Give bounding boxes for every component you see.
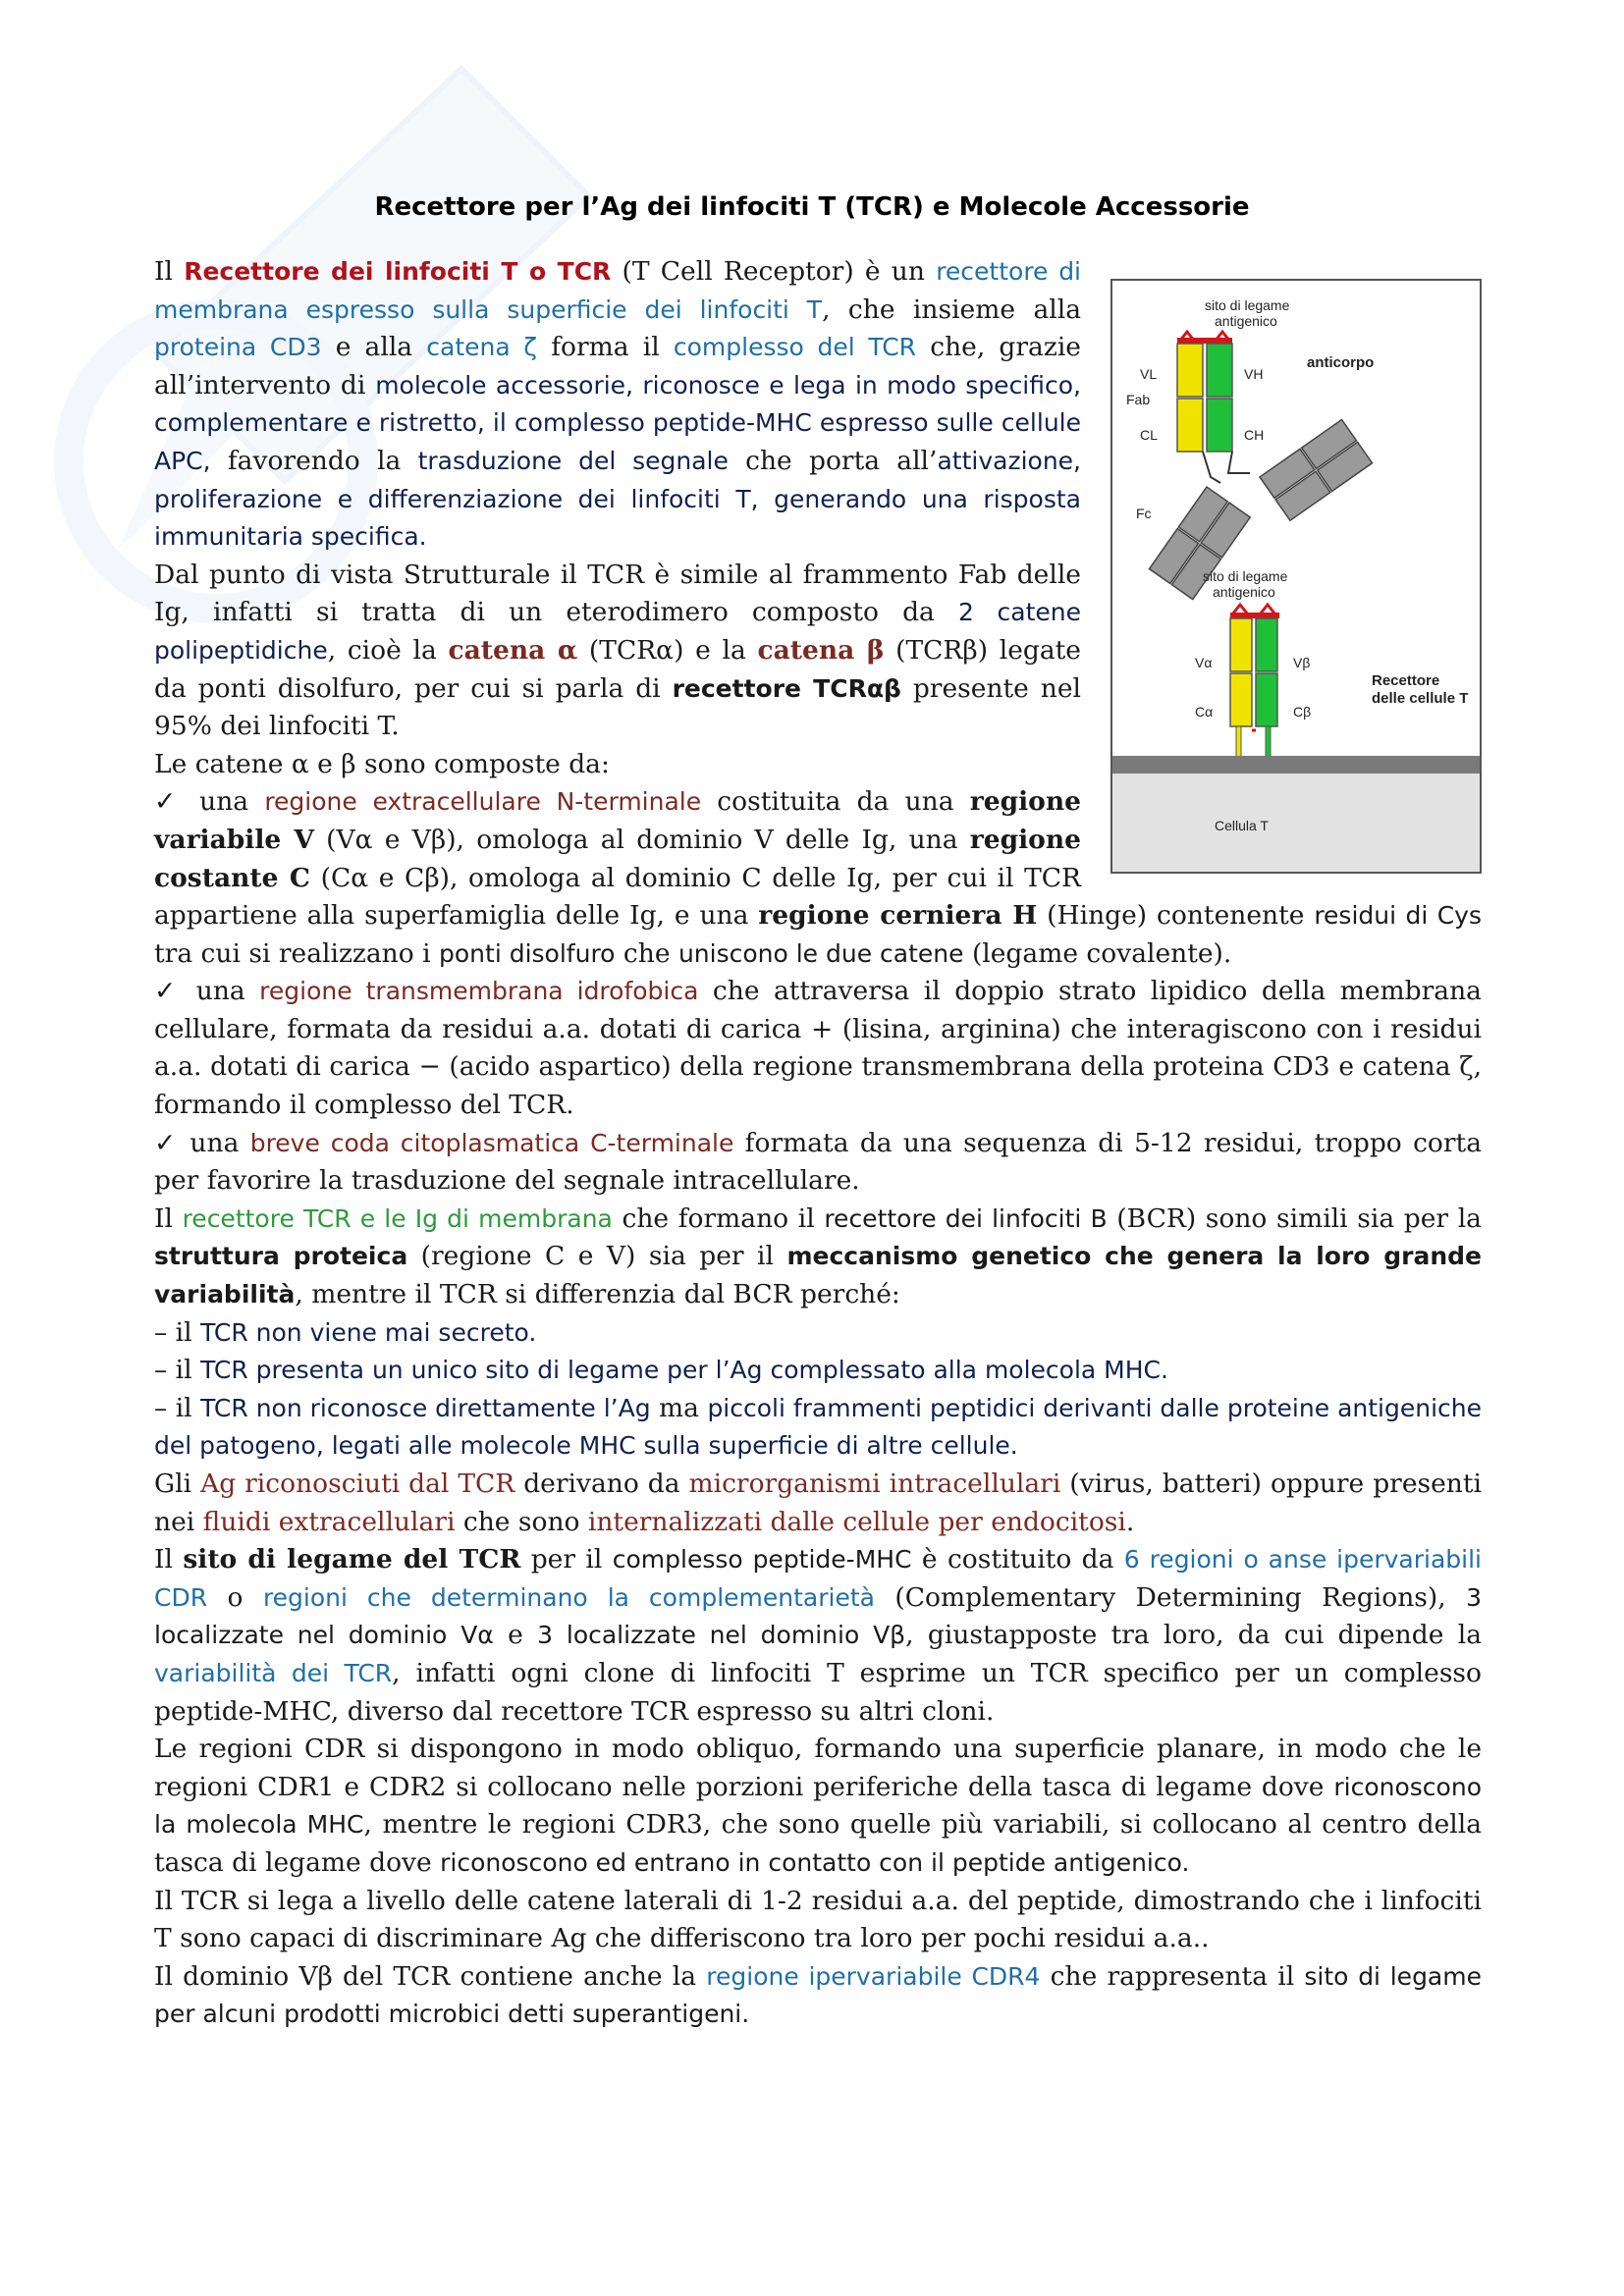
label-vl: VL [1140, 366, 1158, 382]
label-ca: Cα [1195, 704, 1214, 720]
antibody-cl-domain [1177, 399, 1203, 452]
label-sito-tcr-1: sito di legame [1203, 568, 1288, 584]
label-sito-antibody-2: antigenico [1215, 313, 1277, 329]
paragraph-chains: Le catene α e β sono composte da: [154, 748, 610, 779]
antibody-vl-domain [1177, 344, 1203, 397]
cell-membrane [1112, 756, 1480, 774]
label-fc: Fc [1136, 506, 1152, 521]
antibody-ch-domain [1207, 399, 1232, 452]
antibody-fab-arm-2 [1260, 419, 1373, 520]
antibody-vh-domain [1207, 344, 1232, 397]
document-body [154, 253, 1482, 2034]
paragraph-bcr-comparison: Il recettore TCR e le Ig di membrana che formano il recettore dei linfociti B (BCR) sono simili sia per la struttura proteica (regione C e V) sia per il meccanismo genetico che genera la loro grande variabilità, mentre il TCR si differenzia dal BCR perché: [154, 1202, 1482, 1310]
label-vb: Vβ [1293, 655, 1311, 670]
label-sito-antibody-1: sito di legame [1205, 297, 1290, 313]
paragraph-antigens: Gli Ag riconosciuti dal TCR derivano da microrganismi intracellulari (virus, batteri) oppure presenti nei fluidi extracellulari che sono internalizzati dalle cellule per endocitosi. [154, 1468, 1482, 1537]
tcr-vb-domain [1256, 618, 1277, 671]
label-cb: Cβ [1293, 704, 1312, 720]
antibody-red-top [1177, 338, 1232, 344]
tcr-ca-domain [1230, 673, 1252, 726]
bullet-extracellular: ✓ una regione extracellulare N-terminale costituita da una regione variabile V (Vα e Vβ), omologa al dominio V delle Ig, una regione costante C (Cα e Cβ), omologa al dominio C delle Ig, per cui il TCR appartiene alla superfamiglia delle Ig, e una regione cerniera H (Hinge) contenente residui di Cys tra cui si realizzano i ponti disolfuro che uniscono le due catene (legame covalente). [154, 786, 1483, 969]
tcr-red-top [1230, 613, 1279, 618]
dash-item-1: – il TCR non viene mai secreto. [154, 1316, 537, 1348]
antibody-hinge [1203, 452, 1250, 483]
label-anticorpo: anticorpo [1307, 354, 1375, 371]
t-cell-body [1112, 774, 1480, 872]
label-cellula: Cellula T [1215, 818, 1269, 833]
paragraph-intro: Il Recettore dei linfociti T o TCR (T Cell Receptor) è un recettore di membrana espresso sulla superficie dei linfociti T, che insieme alla proteina CD3 e alla catena ζ forma il complesso del TCR che, grazie all’intervento di molecole accessorie, riconosce e lega in modo specifico, complementare e ristretto, il complesso peptide-MHC espresso sulle cellule APC, favorendo la trasduzione del segnale che porta all’attivazione, proliferazione e differenziazione dei linfociti T, generando una risposta immunitaria specifica. [154, 256, 1082, 552]
label-sito-tcr-2: antigenico [1213, 584, 1275, 600]
tcr-cb-domain [1256, 673, 1277, 726]
paragraph-side-chains: Il TCR si lega a livello delle catene laterali di 1-2 residui a.a. del peptide, dimostrando che i linfociti T sono capaci di discriminare Ag che differiscono tra loro per pochi residui a.a.. [154, 1885, 1482, 1954]
bullet-cytoplasmic: ✓ una breve coda citoplasmatica C-terminale formata da una sequenza di 5-12 residui, troppo corta per favorire la trasduzione del segnale intracellulare. [154, 1127, 1482, 1197]
label-vh: VH [1244, 366, 1264, 382]
paragraph-structure: Dal punto di vista Strutturale il TCR è simile al frammento Fab delle Ig, infatti si tratta di un eterodimero composto da 2 catene polipeptidiche, cioè la catena α (TCRα) e la catena β (TCRβ) legate da ponti disolfuro, per cui si parla di recettore TCRαβ presente nel 95% dei linfociti T. [154, 559, 1081, 742]
paragraph-binding-site: Il sito di legame del TCR per il complesso peptide-MHC è costituito da 6 regioni o anse ipervariabili CDR o regioni che determinano la complementarietà (Complementary Determining Regions), 3 localizzate nel dominio Vα e 3 localizzate nel dominio Vβ, giustapposte tra loro, da cui dipende la variabilità dei TCR, infatti ogni clone di linfociti T esprime un TCR specifico per un complesso peptide-MHC, diverso dal recettore TCR espresso su altri cloni. [154, 1544, 1482, 1727]
paragraph-cdr: Le regioni CDR si dispongono in modo obliquo, formando una superficie planare, in modo che le regioni CDR1 e CDR2 si collocano nelle porzioni periferiche della tasca di legame dove riconoscono la molecola MHC, mentre le regioni CDR3, che sono quelle più variabili, si collocano al centro della tasca di legame dove riconoscono ed entrano in contatto con il peptide antigenico. [154, 1734, 1483, 1878]
bullet-transmembrane: ✓ una regione transmembrana idrofobica che attraversa il doppio strato lipidico della membrana cellulare, formata da residui a.a. dotati di carica + (lisina, arginina) che interagiscono con i residui a.a. dotati di carica − (acido aspartico) della regione transmembrana della proteina CD3 e catena ζ, formando il complesso del TCR. [154, 976, 1482, 1121]
label-cl: CL [1140, 427, 1158, 443]
label-recettore-2: delle cellule T [1372, 690, 1469, 707]
figure-diagram [1112, 281, 1480, 872]
tcr-antibody-figure [1110, 279, 1482, 874]
label-recettore-1: Recettore [1372, 672, 1440, 689]
tcr-va-domain [1230, 618, 1252, 671]
label-va: Vα [1195, 655, 1213, 670]
dash-item-2: – il TCR presenta un unico sito di legame per l’Ag complessato alla molecola MHC. [154, 1355, 1168, 1386]
label-ch: CH [1244, 427, 1265, 443]
label-fab: Fab [1126, 392, 1151, 407]
page-title: Recettore per l’Ag dei linfociti T (TCR) e Molecole Accessorie [374, 192, 1250, 222]
paragraph-cdr4: Il dominio Vβ del TCR contiene anche la regione ipervariabile CDR4 che rappresenta il sito di legame per alcuni prodotti microbici detti superantigeni. [154, 1960, 1482, 2029]
dash-item-3: – il TCR non riconosce direttamente l’Ag ma piccoli frammenti peptidici derivanti dalle proteine antigeniche del patogeno, legati alle molecole MHC sulla superficie di altre cellule. [154, 1392, 1482, 1461]
